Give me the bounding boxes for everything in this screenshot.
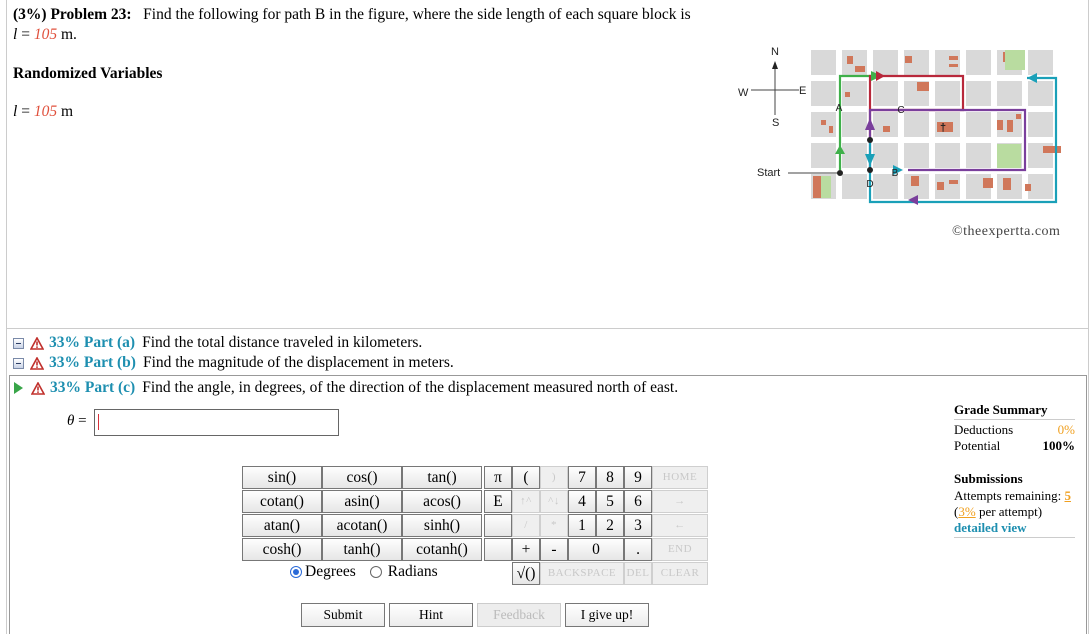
calc-digit-1[interactable]: 1 bbox=[568, 514, 596, 537]
problem-equals: = bbox=[17, 26, 34, 43]
park-block bbox=[997, 144, 1021, 168]
answer-label bbox=[67, 413, 87, 430]
answer-input[interactable] bbox=[94, 409, 339, 436]
point-a-label: A bbox=[835, 103, 843, 114]
part-c-text: Find the angle, in degrees, of the direction of the displacement measured north of east. bbox=[142, 379, 679, 396]
building bbox=[1025, 184, 1031, 191]
part-c-row[interactable] bbox=[13, 379, 678, 397]
calc-func-1-0[interactable]: cotan() bbox=[242, 490, 322, 513]
calc-func-1-2[interactable]: acos() bbox=[402, 490, 482, 513]
building bbox=[949, 64, 958, 67]
building bbox=[937, 182, 944, 190]
deductions-value: 0% bbox=[1057, 422, 1075, 437]
submissions-title: Submissions bbox=[954, 471, 1023, 486]
calc-digit-0[interactable]: 0 bbox=[568, 538, 624, 561]
calc-func-3-2[interactable]: cotanh() bbox=[402, 538, 482, 561]
calc-dot[interactable]: . bbox=[624, 538, 652, 561]
calc-func-0-0[interactable]: sin() bbox=[242, 466, 322, 489]
point-b-label: B bbox=[891, 168, 899, 179]
calc-func-3-1[interactable]: tanh() bbox=[322, 538, 402, 561]
rv-symbol: l bbox=[13, 103, 18, 120]
radians-label[interactable]: Radians bbox=[387, 563, 438, 580]
building bbox=[847, 56, 853, 64]
building bbox=[829, 126, 833, 133]
angle-mode-selector bbox=[290, 563, 438, 581]
detailed-view-link[interactable]: detailed view bbox=[954, 520, 1075, 538]
give-up-button[interactable]: I give up! bbox=[565, 603, 649, 627]
start-label: Start bbox=[757, 167, 781, 179]
deductions-label: Deductions bbox=[954, 422, 1014, 437]
per-attempt-text: per attempt) bbox=[975, 504, 1043, 519]
degrees-label[interactable]: Degrees bbox=[305, 563, 356, 580]
point-c-label: C bbox=[897, 105, 905, 116]
calc-divide[interactable]: / bbox=[512, 514, 540, 537]
city-block bbox=[966, 143, 991, 168]
rv-equals: = bbox=[17, 103, 34, 120]
problem-text: Find the following for path B in the figure, where the side length of each square block is bbox=[143, 6, 691, 23]
rv-unit: m bbox=[57, 103, 73, 120]
city-block bbox=[997, 81, 1022, 106]
building bbox=[983, 178, 993, 188]
city-block bbox=[1028, 112, 1053, 137]
calc-sym-2[interactable] bbox=[484, 514, 512, 537]
warning-icon bbox=[30, 337, 44, 350]
point-d-label: D bbox=[866, 179, 874, 190]
potential-value: 100% bbox=[1042, 438, 1075, 453]
city-block bbox=[1028, 81, 1053, 106]
building bbox=[949, 180, 958, 184]
calc-func-0-1[interactable]: cos() bbox=[322, 466, 402, 489]
calc-func-0-2[interactable]: tan() bbox=[402, 466, 482, 489]
d-dot bbox=[867, 167, 873, 173]
city-block bbox=[966, 112, 991, 137]
answer-equals: = bbox=[74, 413, 87, 429]
city-block bbox=[904, 143, 929, 168]
expand-arrow-icon[interactable] bbox=[14, 382, 23, 394]
building bbox=[997, 120, 1003, 130]
cross-icon: † bbox=[939, 122, 947, 134]
junction-dot bbox=[867, 137, 873, 143]
part-b-row[interactable] bbox=[13, 354, 454, 372]
problem-unit: m. bbox=[57, 26, 77, 43]
calc-sym-1[interactable]: E bbox=[484, 490, 512, 513]
calc-digit-8[interactable]: 8 bbox=[596, 466, 624, 489]
attempts-label: Attempts remaining: bbox=[954, 488, 1065, 503]
calc-backspace[interactable]: BACKSPACE bbox=[540, 562, 624, 585]
calc-func-3-0[interactable]: cosh() bbox=[242, 538, 322, 561]
per-attempt-row bbox=[954, 504, 1075, 520]
city-block bbox=[935, 50, 960, 75]
problem-header: (3%) Problem 23: bbox=[13, 6, 132, 23]
compass-e-label: E bbox=[799, 85, 807, 97]
building bbox=[917, 82, 929, 91]
randomized-variables-title: Randomized Variables bbox=[13, 65, 163, 82]
city-block bbox=[1028, 50, 1053, 75]
calc-plus[interactable]: + bbox=[512, 538, 540, 561]
calc-digit-9[interactable]: 9 bbox=[624, 466, 652, 489]
feedback-button[interactable]: Feedback bbox=[477, 603, 561, 627]
calc-func-2-0[interactable]: atan() bbox=[242, 514, 322, 537]
building bbox=[1043, 146, 1061, 153]
per-attempt-value: 3% bbox=[958, 504, 976, 519]
part-a-row[interactable] bbox=[13, 334, 422, 352]
calc-digit-4[interactable]: 4 bbox=[568, 490, 596, 513]
compass-w-label: W bbox=[738, 87, 749, 99]
city-block bbox=[811, 50, 836, 75]
city-block bbox=[873, 112, 898, 137]
calc-nav-3[interactable]: END bbox=[652, 538, 708, 561]
rv-value: 105 bbox=[33, 103, 58, 120]
calc-up-arrow[interactable]: ↑^ bbox=[512, 490, 540, 513]
city-block bbox=[873, 81, 898, 106]
building bbox=[1016, 114, 1021, 119]
calc-digit-5[interactable]: 5 bbox=[596, 490, 624, 513]
start-dot bbox=[837, 170, 843, 176]
building bbox=[911, 176, 919, 186]
calc-clear[interactable]: CLEAR bbox=[652, 562, 708, 585]
calc-digit-7[interactable]: 7 bbox=[568, 466, 596, 489]
part-a-label: 33% Part (a) bbox=[49, 334, 136, 351]
city-block bbox=[873, 143, 898, 168]
city-block bbox=[966, 81, 991, 106]
problem-var-value: 105 bbox=[33, 26, 58, 43]
city-block bbox=[1028, 174, 1053, 199]
building bbox=[821, 120, 826, 125]
park-block bbox=[821, 176, 831, 198]
building bbox=[883, 126, 890, 132]
potential-label: Potential bbox=[954, 438, 1001, 453]
calc-func-2-1[interactable]: acotan() bbox=[322, 514, 402, 537]
potential-row bbox=[954, 438, 1075, 454]
calc-nav-2[interactable]: ← bbox=[652, 514, 708, 537]
calc-sqrt[interactable]: √() bbox=[512, 562, 540, 585]
attempts-value: 5 bbox=[1064, 488, 1071, 503]
calc-close-paren[interactable]: ) bbox=[540, 466, 568, 489]
compass-s-label: S bbox=[772, 117, 780, 129]
calc-down-arrow[interactable]: ^↓ bbox=[540, 490, 568, 513]
city-block bbox=[811, 143, 836, 168]
building bbox=[1007, 120, 1013, 132]
collapse-icon[interactable] bbox=[13, 338, 24, 349]
problem-var-symbol: l bbox=[13, 26, 18, 43]
submit-button[interactable]: Submit bbox=[301, 603, 385, 627]
attempts-row bbox=[954, 488, 1075, 504]
calc-del[interactable]: DEL bbox=[624, 562, 652, 585]
warning-icon bbox=[31, 382, 45, 395]
city-block bbox=[842, 174, 867, 199]
calc-multiply[interactable]: * bbox=[540, 514, 568, 537]
deductions-row bbox=[954, 422, 1075, 438]
city-block bbox=[811, 81, 836, 106]
building bbox=[855, 66, 865, 72]
hint-button[interactable]: Hint bbox=[389, 603, 473, 627]
grade-summary-title: Grade Summary bbox=[954, 402, 1075, 420]
city-block bbox=[842, 112, 867, 137]
calc-digit-3[interactable]: 3 bbox=[624, 514, 652, 537]
city-block bbox=[873, 50, 898, 75]
copyright-text: ©theexpertta.com bbox=[952, 224, 1061, 239]
city-block bbox=[966, 50, 991, 75]
degrees-radio[interactable] bbox=[290, 566, 302, 578]
calc-func-2-2[interactable]: sinh() bbox=[402, 514, 482, 537]
building bbox=[845, 92, 850, 97]
part-c-label: 33% Part (c) bbox=[50, 379, 136, 396]
theta-symbol: θ bbox=[67, 413, 75, 429]
compass-north-arrow-icon bbox=[772, 61, 778, 69]
city-block bbox=[842, 143, 867, 168]
calc-sym-0[interactable]: π bbox=[484, 466, 512, 489]
problem-statement bbox=[13, 5, 713, 45]
calc-digit-2[interactable]: 2 bbox=[596, 514, 624, 537]
per-open: ( bbox=[954, 504, 959, 519]
city-block bbox=[935, 143, 960, 168]
compass-n-label: N bbox=[771, 46, 779, 58]
radians-radio[interactable] bbox=[370, 566, 382, 578]
section-divider bbox=[7, 328, 1088, 329]
warning-icon bbox=[30, 357, 44, 370]
city-block bbox=[935, 81, 960, 106]
calc-func-1-1[interactable]: asin() bbox=[322, 490, 402, 513]
park-block bbox=[1005, 50, 1025, 70]
calc-open-paren[interactable]: ( bbox=[512, 466, 540, 489]
calc-nav-0[interactable]: HOME bbox=[652, 466, 708, 489]
path-figure bbox=[735, 42, 1065, 212]
calc-nav-1[interactable]: → bbox=[652, 490, 708, 513]
collapse-icon[interactable] bbox=[13, 358, 24, 369]
grade-summary bbox=[954, 402, 1075, 538]
part-a-text: Find the total distance traveled in kilometers. bbox=[142, 334, 423, 351]
calc-minus[interactable]: - bbox=[540, 538, 568, 561]
city-blocks bbox=[811, 50, 1061, 199]
calc-sym-3[interactable] bbox=[484, 538, 512, 561]
randomized-variable-line bbox=[13, 103, 73, 121]
building bbox=[905, 56, 912, 63]
part-b-text: Find the magnitude of the displacement in meters. bbox=[142, 354, 454, 371]
calc-digit-6[interactable]: 6 bbox=[624, 490, 652, 513]
building bbox=[1003, 178, 1011, 190]
building bbox=[949, 56, 958, 60]
text-caret bbox=[98, 414, 99, 430]
city-block bbox=[904, 112, 929, 137]
part-b-label: 33% Part (b) bbox=[49, 354, 136, 371]
